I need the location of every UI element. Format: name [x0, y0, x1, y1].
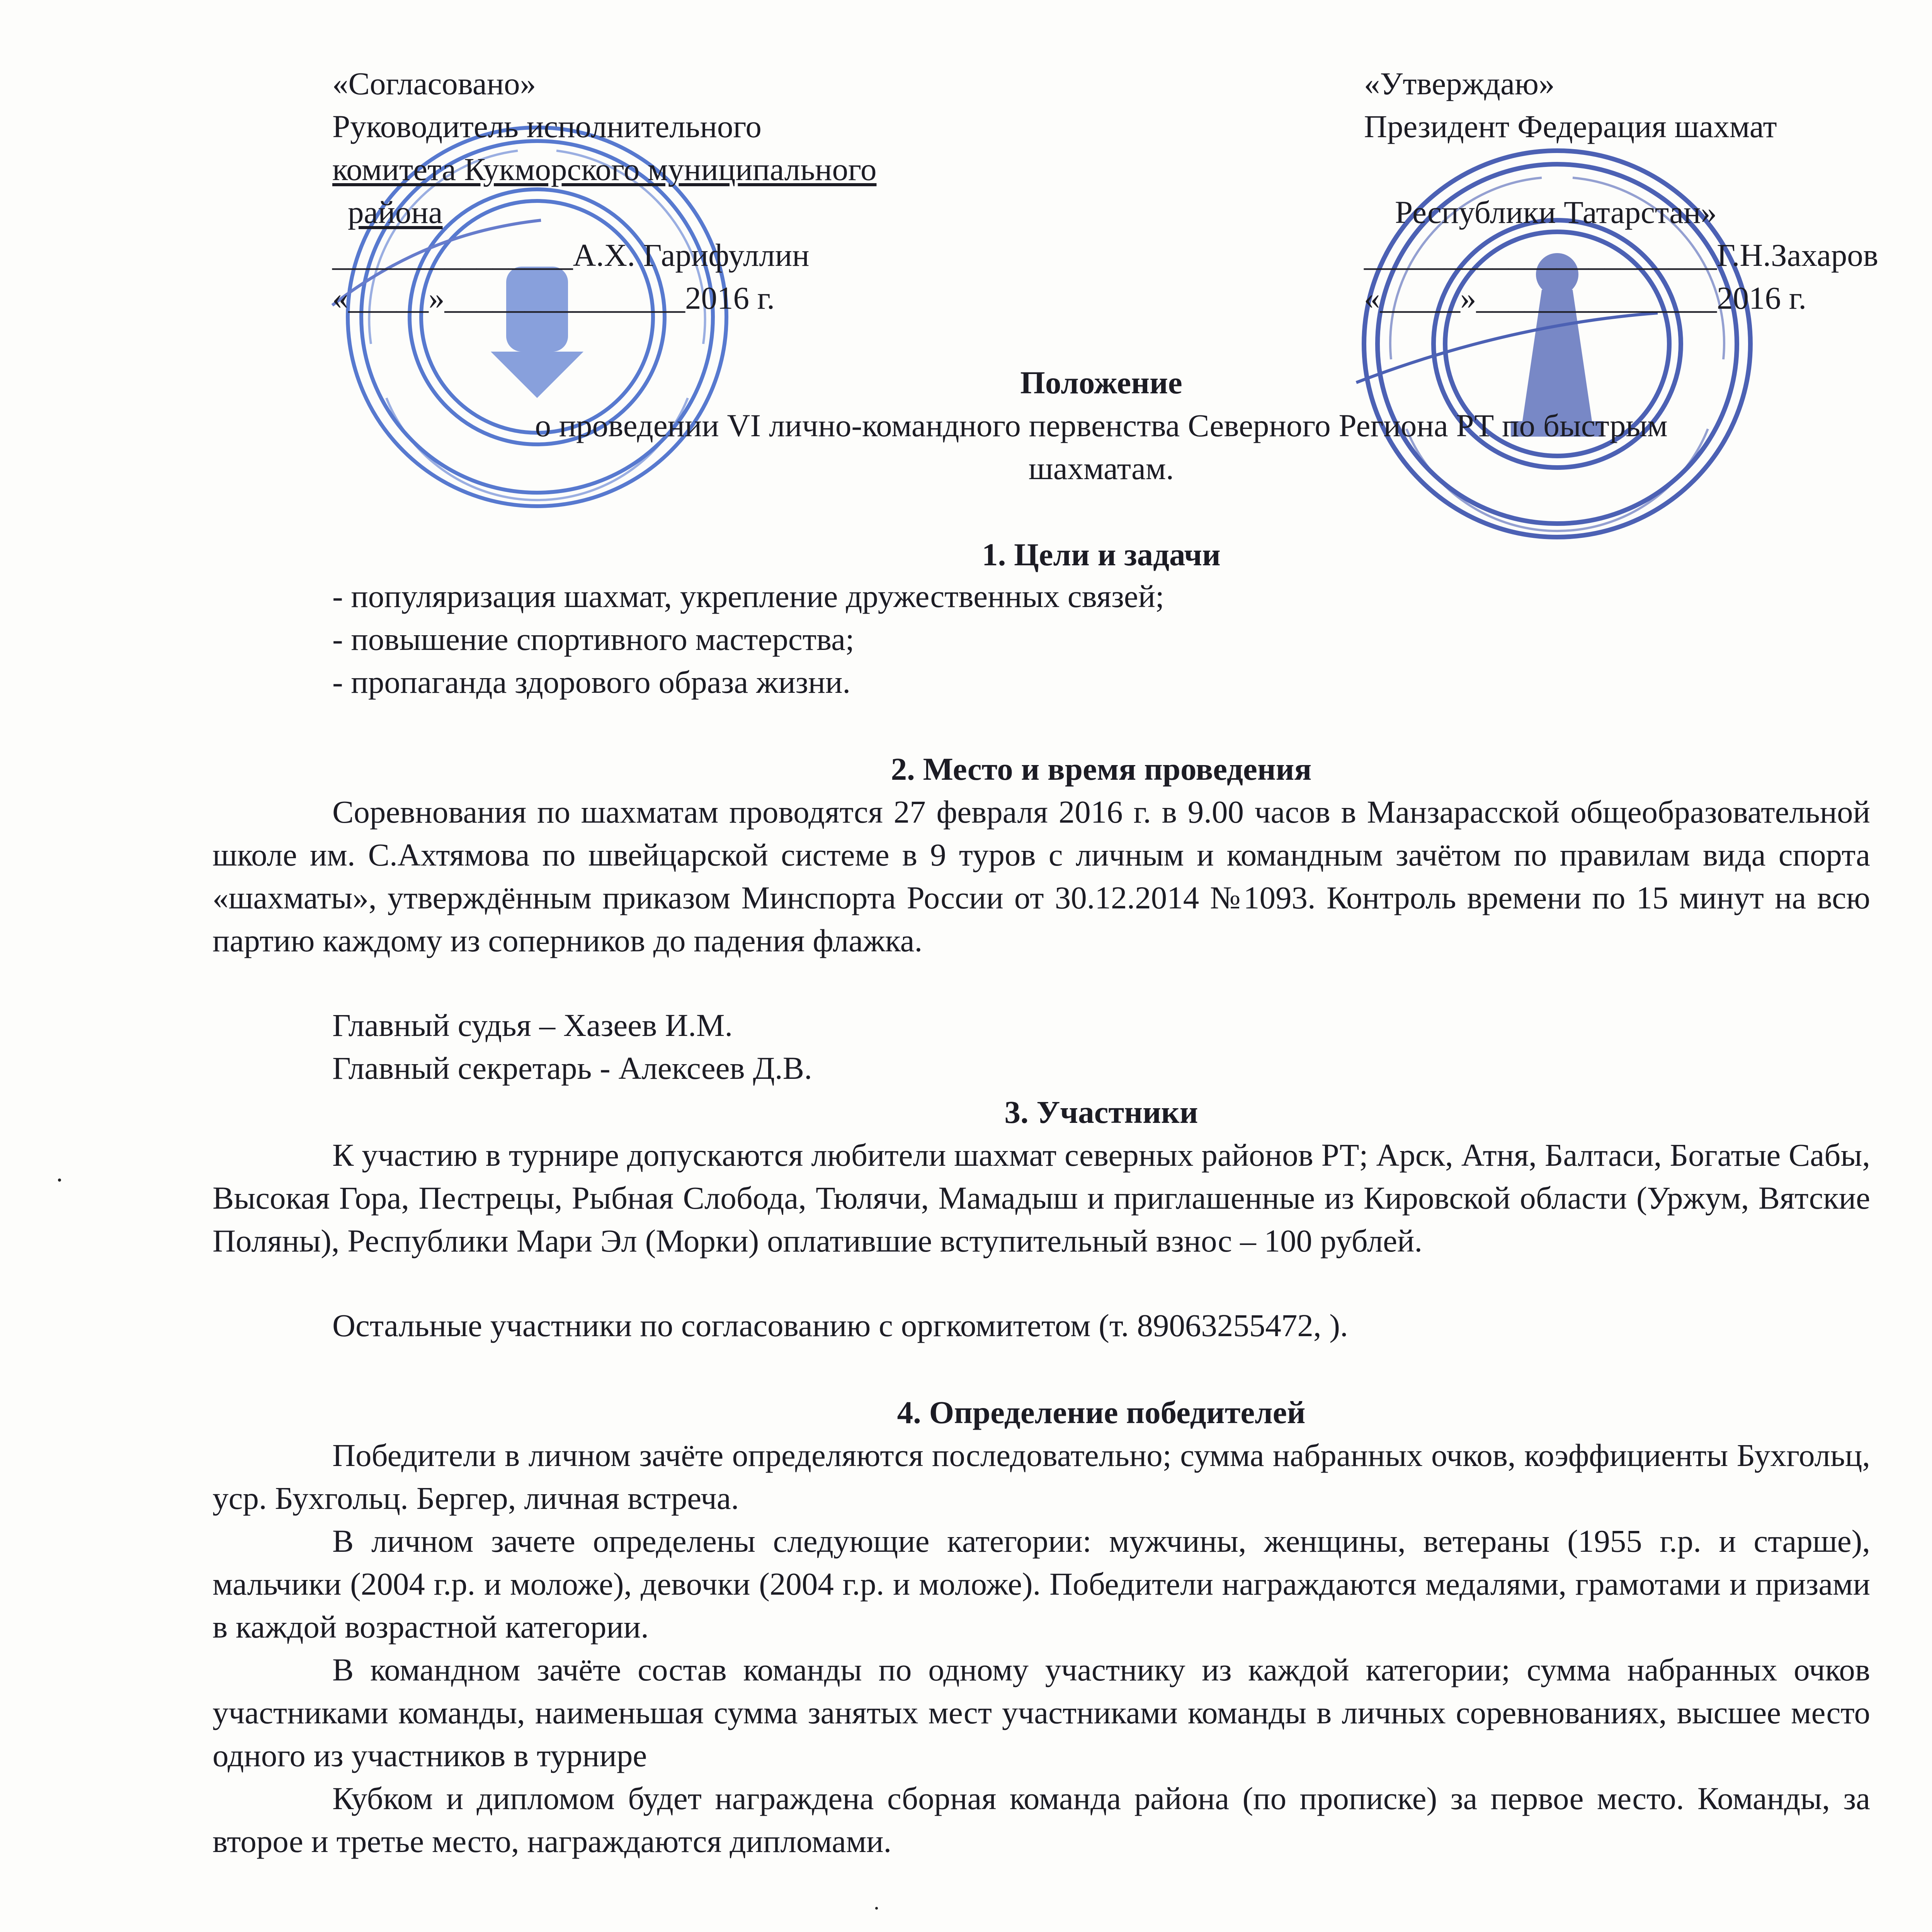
document-subtitle-cont: шахматам. — [1028, 451, 1174, 486]
scan-speck — [875, 1907, 878, 1910]
section-1-item: - повышение спортивного мастерства; — [332, 621, 854, 657]
header-left-district: района — [348, 194, 443, 230]
section-1-heading: 1. Цели и задачи — [982, 537, 1221, 572]
document-subtitle: о проведении VI лично-командного первенства Северного Региона РТ по быстрым — [535, 408, 1668, 443]
header-right-signature: ______________________Г.Н.Захаров — [1364, 237, 1878, 273]
header-left-committee: комитета Кукморского муниципального — [332, 151, 877, 187]
header-right-republic: Республики Татарстан» — [1395, 194, 1717, 230]
chief-secretary: Главный секретарь - Алексеев Д.В. — [332, 1050, 812, 1086]
header-left-date: «_____»_______________2016 г. — [332, 280, 775, 316]
section-1-item: - пропаганда здорового образа жизни. — [332, 664, 851, 700]
section-4-paragraph-4: Кубком и дипломом будет награждена сборная команда района (по прописке) за первое место. Команды, за второе и третье место, награждаются дипломами. — [213, 1781, 1870, 1859]
header-right-approve: «Утверждаю» — [1364, 66, 1555, 101]
section-2-heading: 2. Место и время проведения — [891, 751, 1312, 787]
section-3-heading: 3. Участники — [1004, 1094, 1198, 1130]
header-left-position: Руководитель исполнительного — [332, 109, 762, 144]
section-4-paragraph-3: В командном зачёте состав команды по одному участнику из каждой категории; сумма набранных очков участниками команды, наименьшая сумма занятых мест участниками команды в личных соревнованиях, высшее место одного из участников в турнире — [213, 1652, 1870, 1773]
section-4-paragraph-1: Победители в личном зачёте определяются последовательно; сумма набранных очков, коэффициенты Бухгольц, уср. Бухгольц. Бергер, личная встреча. — [213, 1437, 1870, 1516]
scan-speck — [58, 1179, 61, 1182]
section-4-paragraph-2: В личном зачете определены следующие категории: мужчины, женщины, ветераны (1955 г.р. и старше), мальчики (2004 г.р. и моложе), девочки (2004 г.р. и моложе). Победители награждаются медалями, грамотами и призами в каждой возрастной категории. — [213, 1523, 1870, 1645]
section-1-item: - популяризация шахмат, укрепление дружественных связей; — [332, 578, 1165, 614]
document-title: Положение — [1020, 365, 1182, 400]
section-3-other-participants: Остальные участники по согласованию с оргкомитетом (т. 89063255472, ). — [332, 1308, 1348, 1343]
header-right-position: Президент Федерация шахмат — [1364, 109, 1777, 144]
header-left-agreed: «Согласовано» — [332, 66, 536, 101]
chief-judge: Главный судья – Хазеев И.М. — [332, 1007, 733, 1043]
header-left-signature: _______________А.Х. Гарифуллин — [332, 237, 810, 273]
section-4-heading: 4. Определение победителей — [897, 1395, 1306, 1430]
section-2-paragraph: Соревнования по шахматам проводятся 27 февраля 2016 г. в 9.00 часов в Манзарасской общеобразовательной школе им. С.Ахтямова по швейцарской системе в 9 туров с личным и командным зачётом по правилам вида спорта «шахматы», утверждённым приказом Минспорта России от 30.12.2014 №1093. Контроль времени по 15 минут на всю партию каждому из соперников до падения флажка. — [213, 794, 1870, 958]
section-3-paragraph: К участию в турнире допускаются любители шахмат северных районов РТ; Арск, Атня, Балтаси, Богатые Сабы, Высокая Гора, Пестрецы, Рыбная Слобода, Тюлячи, Мамадыш и приглашенные из Кировской области (Уржум, Вятские Поляны), Республики Мари Эл (Морки) оплатившие вступительный взнос – 100 рублей. — [213, 1137, 1870, 1259]
header-right-date: «_____»_______________2016 г. — [1364, 280, 1807, 316]
